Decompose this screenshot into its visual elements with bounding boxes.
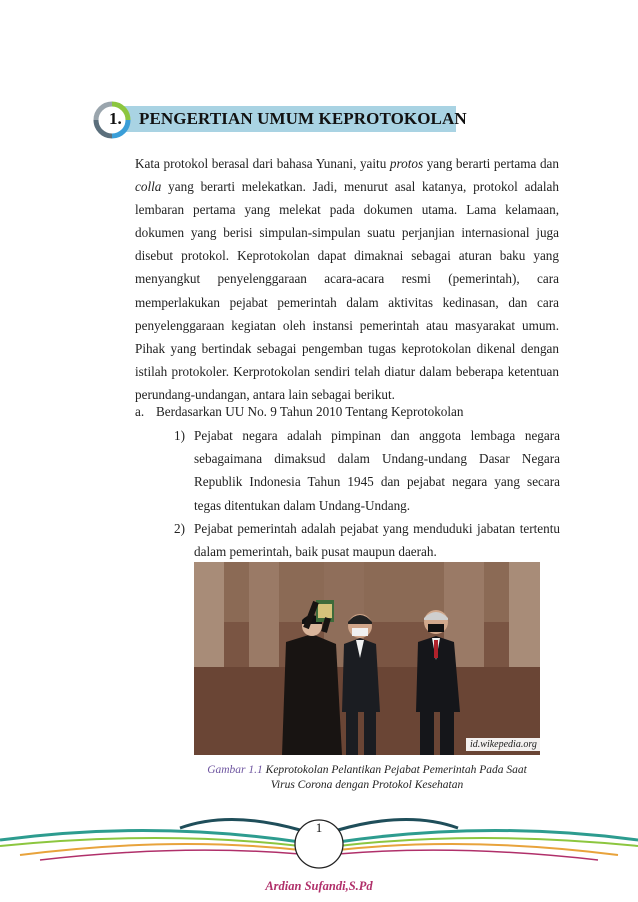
sub-section-a-label: a.: [135, 404, 145, 419]
photo-scene: [194, 562, 540, 755]
figure-caption-label: Gambar 1.1: [207, 764, 263, 776]
heading-number: 1.: [109, 109, 122, 128]
sub-section-a-text: Berdasarkan UU No. 9 Tahun 2010 Tentang Keprotokolan: [156, 404, 464, 419]
intro-paragraph: [135, 152, 559, 406]
list-item-number: 2): [174, 521, 185, 536]
inauguration-photo: [194, 562, 540, 755]
sub-section-a: [135, 400, 464, 423]
para-emphasis-protos: protos: [389, 156, 424, 171]
para-text-3: yang berarti melekatkan. Jadi, menurut asal katanya, protokol adalah lembaran pertama yang melekat pada dokumen utama. Lama kelamaan, dokumen yang berisi simpulan-simpulan suatu perjanjian internasional juga disebut protokol. Keprotokolan dapat dimaknai sebagai aturan baku yang menyangkut penyelenggaraan acara-acara resmi (pemerintah), cara memperlakukan pejabat pemerintah dalam aktivitas kedinasan, dan cara penyelenggaraan kegiatan oleh instansi pemerintah atau masyarakat umum. Pihak yang bertindak sebagai pengemban tugas keprotokolan dikenal dengan istilah protokoler. Kerprotokolan sendiri telah diatur dalam beberapa ketentuan perundang-undangan, antara lain sebagai berikut.: [135, 179, 559, 402]
para-text-2: yang berarti pertama dan: [423, 156, 559, 171]
para-text-1: Kata protokol berasal dari bahasa Yunani, yaitu: [135, 156, 390, 171]
list-item: [174, 517, 560, 563]
figure-caption: [194, 763, 540, 793]
page-number: 1: [315, 820, 323, 835]
para-emphasis-colla: colla: [135, 179, 162, 195]
figure-caption-text: Keprotokolan Pelantikan Pejabat Pemerintah Pada Saat Virus Corona dengan Protokol Kesehatan: [262, 764, 527, 791]
list-item: [174, 424, 560, 517]
list-item-text: Pejabat pemerintah adalah pejabat yang menduduki jabatan tertentu dalam pemerintah, baik pusat maupun daerah.: [194, 521, 560, 560]
list-item-number: 1): [174, 428, 185, 443]
list-item-text: Pejabat negara adalah pimpinan dan anggota lembaga negara sebagaimana dimaksud dalam Undang-undang Dasar Negara Republik Indonesia Tahun 1945 dan pejabat negara yang secara tegas ditentukan dalam Undang-Undang.: [194, 428, 560, 513]
heading-title: PENGERTIAN UMUM KEPROTOKOLAN: [139, 109, 467, 128]
photo-credit: id.wikepedia.org: [466, 738, 541, 751]
author-name: Ardian Sufandi,S.Pd: [265, 879, 373, 893]
